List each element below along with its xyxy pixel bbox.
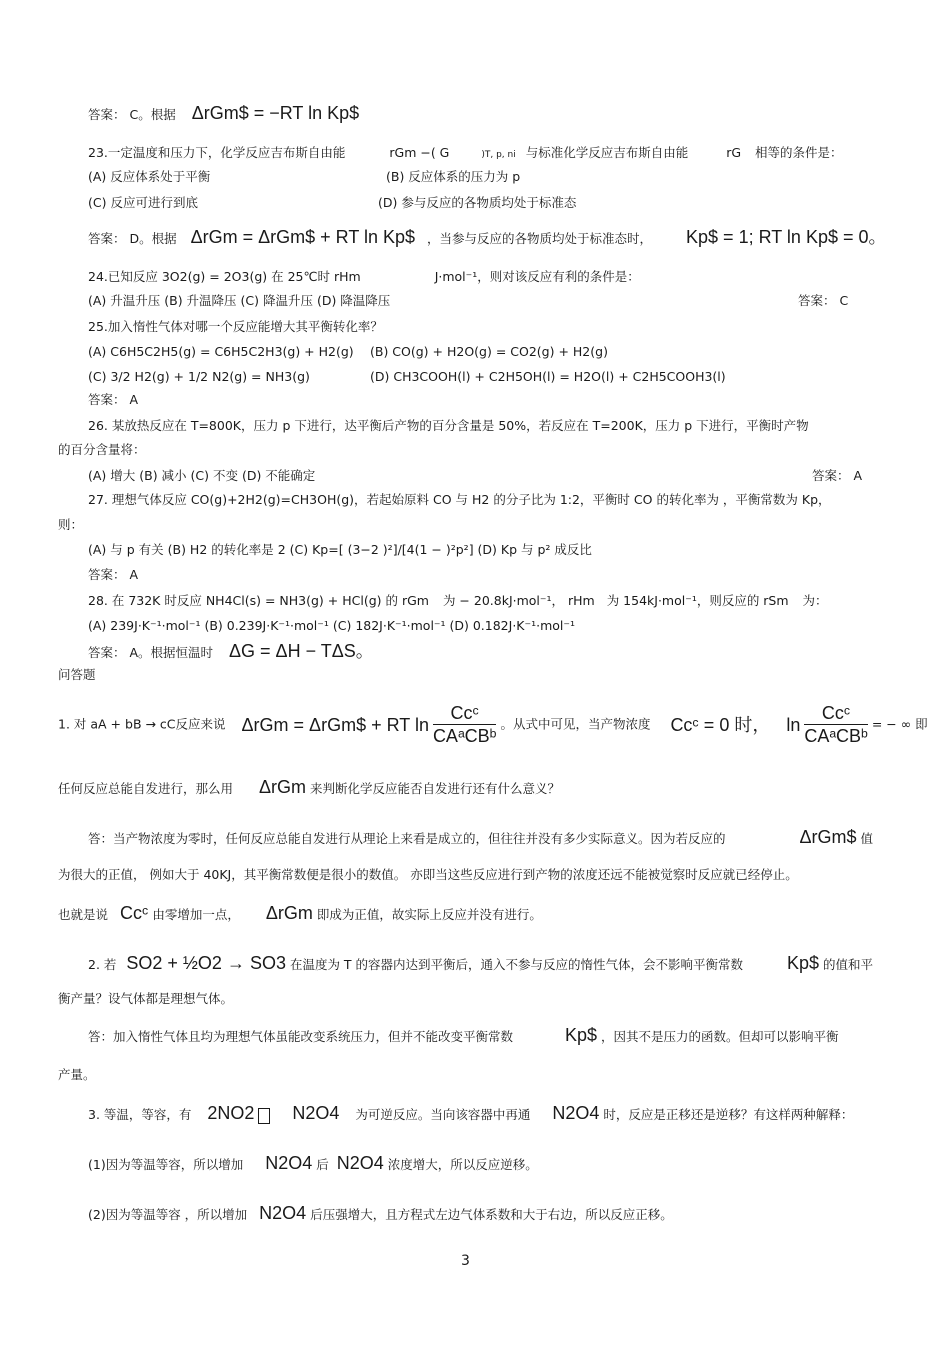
formula: Kp$ = 1; RT ln Kp$ = 0。: [686, 227, 887, 247]
formula: Kp$: [787, 953, 820, 973]
answer: 答案： A: [88, 392, 139, 407]
options: (A) 239J·K⁻¹·mol⁻¹ (B) 0.239J·K⁻¹·mol⁻¹ (C) 182J·K⁻¹·mol⁻¹ (D) 0.182J·K⁻¹·mol⁻¹: [88, 618, 575, 633]
option-b: (B) CO(g) + H2O(g) = CO2(g) + H2(g): [370, 344, 608, 359]
option-c: (C) 3/2 H2(g) + 1/2 N2(g) = NH3(g): [88, 369, 310, 384]
formula: N2O4: [336, 1153, 384, 1173]
options: (A) 增大 (B) 减小 (C) 不变 (D) 不能确定: [88, 468, 316, 483]
answer-w1-line2: 为很大的正值， 例如大于 40KJ，其平衡常数便是很小的数值。 亦即当这些反应进行到产物的浓度还远不能被觉察时反应就已经停止。: [58, 867, 798, 882]
answer-23-line: 答案： D。根据 ΔrGm = ΔrGm$ + RT ln Kp$ ，当参与反应的各物质均处于标准态时， Kp$ = 1; RT ln Kp$ = 0。: [88, 227, 887, 247]
options: (A) 与 p 有关 (B) H2 的转化率是 2 (C) Kp=[ (3−2 )²]/[4(1 − )²p²] (D) Kp 与 p² 成反比: [88, 542, 592, 557]
formula: N2O4: [265, 1153, 313, 1173]
formula: Ccᶜ: [120, 903, 149, 923]
answer-22-line: [88, 104, 359, 124]
option-d: (D) CH3COOH(l) + C2H5OH(l) = H2O(l) + C2H5COOH3(l): [370, 369, 726, 384]
options: (A) 升温升压 (B) 升温降压 (C) 降温升压 (D) 降温降压: [88, 293, 391, 308]
question-27-stem-cont: 则：: [58, 517, 84, 532]
formula: ΔrGm = ΔrGm$ + RT ln: [241, 714, 429, 735]
question-w2-cont: 衡产量？设气体都是理想气体。: [58, 991, 234, 1006]
answer: 答案： A: [88, 567, 139, 582]
option-a: (A) C6H5C2H5(g) = C6H5C2H3(g) + H2(g): [88, 344, 354, 359]
answer-w1-line1: 答：当产物浓度为零时，任何反应总能自发进行从理论上来看是成立的，但往往并没有多少实际意义。因为若反应的 ΔrGm$ 值: [88, 827, 874, 847]
formula: ΔrGm: [265, 903, 313, 923]
option-b: (B) 反应体系的压力为 p: [386, 169, 521, 184]
reversible-arrow-icon: [258, 1108, 270, 1124]
formula: ΔrGm = ΔrGm$ + RT ln Kp$: [190, 227, 416, 247]
formula: SO2 + ½O2 → SO3: [126, 953, 286, 973]
question-w1-cont: 任何反应总能自发进行，那么用 ΔrGm 来判断化学反应能否自发进行还有什么意义？: [58, 777, 561, 797]
explanation-1: (1)因为等温等容，所以增加 N2O4 后 N2O4 浓度增大，所以反应逆移。: [88, 1153, 538, 1173]
answer: 答案： A: [812, 468, 863, 483]
question-w1-line: 1. 对 aA + bB → cC反应来说 ΔrGm = ΔrGm$ + RT ln $\frac{\text{Ccᶜ}}{\text{CAᵃCBᵇ}}$ 。从式中可见，当产物浓度 Ccᶜ = 0 时， ln $\frac{\text{Ccᶜ}}{\text{CAᵃCBᵇ}}$ = − ∞ 即: [58, 703, 928, 746]
option-a: (A) 反应体系处于平衡: [88, 169, 211, 184]
formula: ΔrGm$ = −RT ln Kp$: [191, 103, 360, 123]
formula: N2O4: [552, 1103, 600, 1123]
section-title: 问答题: [58, 667, 96, 682]
page-number: 3: [461, 1253, 470, 1269]
formula: ΔrGm: [259, 777, 307, 797]
question-27-stem: 27. 理想气体反应 CO(g)+2H2(g)=CH3OH(g)，若起始原料 CO 与 H2 的分子比为 1:2，平衡时 CO 的转化率为 ，平衡常数为 Kp，: [88, 492, 831, 507]
formula: ΔG = ΔH − TΔS。: [229, 641, 374, 661]
question-28-stem: 28. 在 732K 时反应 NH4Cl(s) = NH3(g) + HCl(g) 的 rGm 为 − 20.8kJ·mol⁻¹， rHm 为 154kJ·mol⁻¹，则反应的 rSm 为：: [88, 593, 828, 608]
formula: ΔrGm$: [799, 827, 857, 847]
answer-w2-cont: 产量。: [58, 1067, 96, 1082]
answer: 答案： C: [798, 293, 849, 308]
question-w3-line: 3. 等温，等容，有 2NO2 N2O4 为可逆反应。当向该容器中再通 N2O4 时，反应是正移还是逆移？有这样两种解释：: [88, 1103, 854, 1123]
formula: Kp$: [565, 1025, 598, 1045]
formula: N2O4: [292, 1103, 340, 1123]
option-d: (D) 参与反应的各物质均处于标准态: [378, 195, 577, 210]
answer-28-line: 答案： A。根据恒温时 ΔG = ΔH − TΔS。: [88, 641, 374, 661]
question-25-stem: 25.加入惰性气体对哪一个反应能增大其平衡转化率？: [88, 319, 383, 334]
question-24-stem: 24.已知反应 3O2(g) = 2O3(g) 在 25℃时 rHm J·mol⁻¹，则对该反应有利的条件是：: [88, 269, 640, 284]
option-c: (C) 反应可进行到底: [88, 195, 198, 210]
question-23-stem: 23.一定温度和压力下，化学反应吉布斯自由能 rGm −( G )T, p, ni 与标准化学反应吉布斯自由能 rG 相等的条件是：: [88, 145, 843, 160]
question-26-stem: 26. 某放热反应在 T=800K，压力 p 下进行，达平衡后产物的百分含量是 50%，若反应在 T=200K，压力 p 下进行，平衡时产物: [88, 418, 809, 433]
fraction: $\frac{\text{Ccᶜ}}{\text{CAᵃCBᵇ}}$: [804, 703, 868, 746]
answer-w2-line: 答：加入惰性气体且均为理想气体虽能改变系统压力，但并不能改变平衡常数 Kp$ ，因其不是压力的函数。但却可以影响平衡: [88, 1025, 839, 1045]
formula: 2NO2: [207, 1103, 255, 1123]
question-w2-line: 2. 若 SO2 + ½O2 → SO3 在温度为 T 的容器内达到平衡后，通入不参与反应的惰性气体，会不影响平衡常数 Kp$ 的值和平: [88, 953, 874, 973]
formula: N2O4: [259, 1203, 307, 1223]
fraction: $\frac{\text{Ccᶜ}}{\text{CAᵃCBᵇ}}$: [432, 703, 497, 746]
explanation-2: (2)因为等温等容 ，所以增加 N2O4 后压强增大，且方程式左边气体系数和大于右边，所以反应正移。: [88, 1203, 673, 1223]
question-26-stem-cont: 的百分含量将：: [58, 442, 146, 457]
answer-text: 答案： C。根据: [88, 107, 176, 122]
answer-w1-line3: 也就是说 Ccᶜ 由零增加一点， ΔrGm 即成为正值，故实际上反应并没有进行。: [58, 903, 542, 923]
formula: Ccᶜ = 0 时，: [670, 714, 771, 735]
